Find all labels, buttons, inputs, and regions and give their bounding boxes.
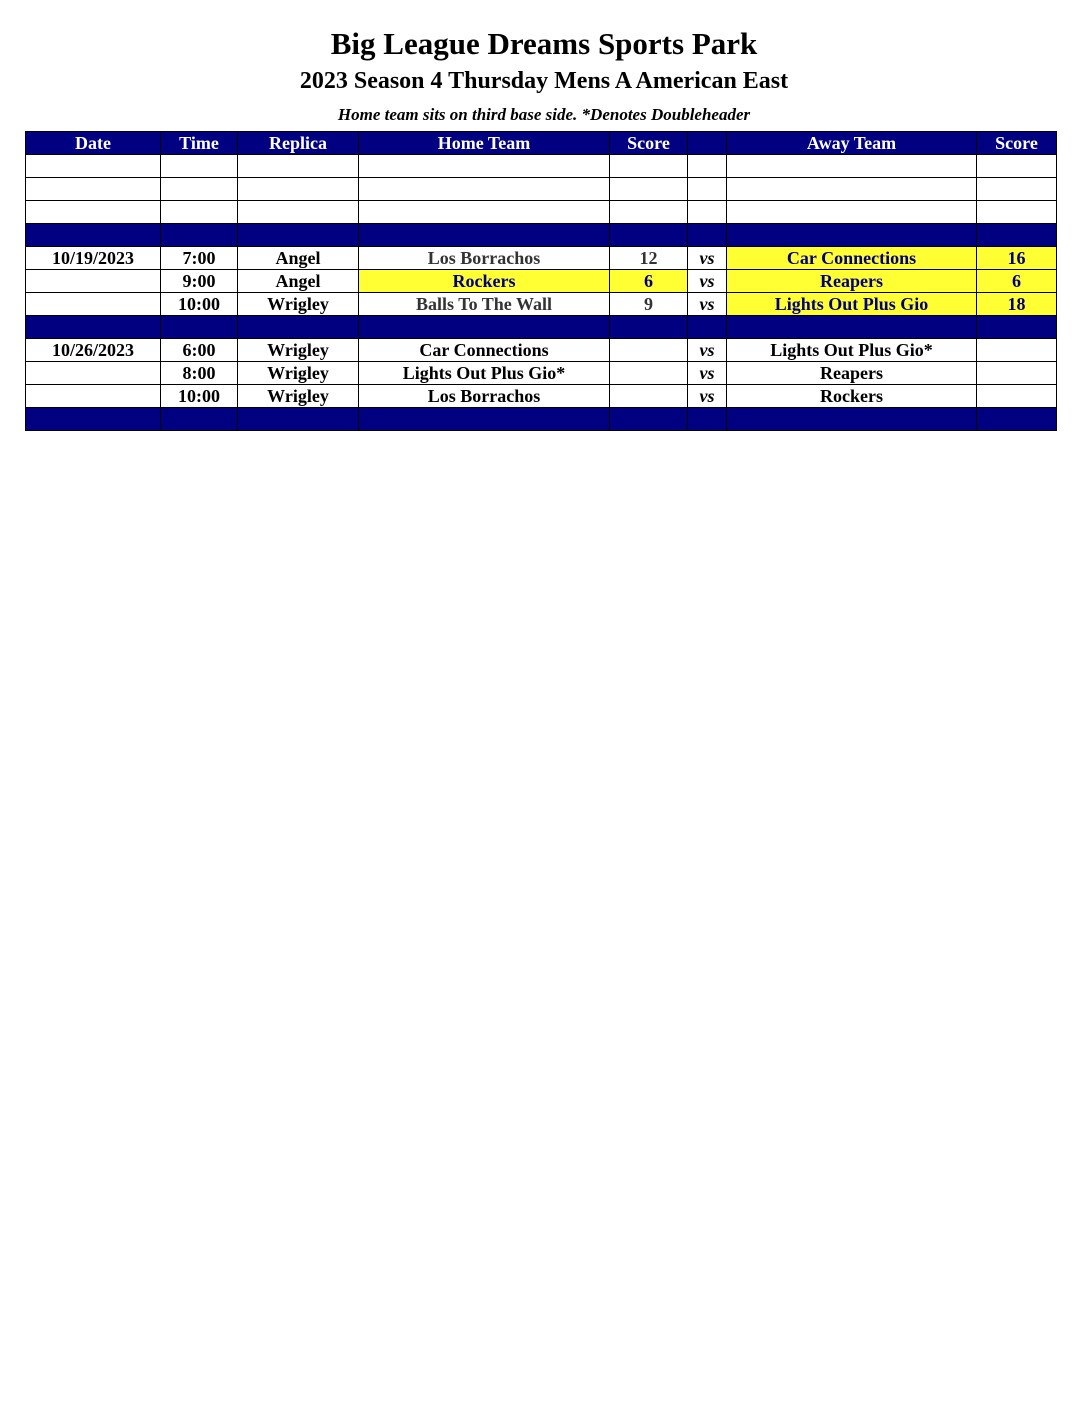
column-header-time: Time bbox=[161, 132, 238, 155]
game-date bbox=[26, 385, 161, 408]
column-header-replica: Replica bbox=[238, 132, 359, 155]
home-score: 6 bbox=[610, 270, 688, 293]
page-title: Big League Dreams Sports Park bbox=[330, 26, 758, 61]
game-time: 7:00 bbox=[161, 247, 238, 270]
vs-label: vs bbox=[688, 293, 727, 316]
column-header-vs bbox=[688, 132, 727, 155]
game-date bbox=[26, 362, 161, 385]
game-date: 10/19/2023 bbox=[26, 247, 161, 270]
away-team: Car Connections bbox=[727, 247, 977, 270]
home-team: Car Connections bbox=[359, 339, 610, 362]
away-score: 16 bbox=[977, 247, 1057, 270]
page-subtitle: 2023 Season 4 Thursday Mens A American East bbox=[299, 68, 789, 94]
blank-row bbox=[26, 201, 1057, 224]
game-time: 8:00 bbox=[161, 362, 238, 385]
blank-row bbox=[26, 155, 1057, 178]
column-header-home-team: Home Team bbox=[359, 132, 610, 155]
home-score bbox=[610, 362, 688, 385]
blank-row bbox=[26, 178, 1057, 201]
game-replica: Wrigley bbox=[238, 339, 359, 362]
home-team: Rockers bbox=[359, 270, 610, 293]
game-replica: Wrigley bbox=[238, 385, 359, 408]
separator-row bbox=[26, 408, 1057, 431]
game-row bbox=[26, 362, 1057, 385]
home-score bbox=[610, 385, 688, 408]
away-score bbox=[977, 339, 1057, 362]
vs-label: vs bbox=[688, 270, 727, 293]
away-team: Reapers bbox=[727, 270, 977, 293]
game-row bbox=[26, 247, 1057, 270]
separator-row bbox=[26, 224, 1057, 247]
away-score: 18 bbox=[977, 293, 1057, 316]
vs-label: vs bbox=[688, 247, 727, 270]
away-score bbox=[977, 362, 1057, 385]
home-team: Lights Out Plus Gio* bbox=[359, 362, 610, 385]
home-score: 9 bbox=[610, 293, 688, 316]
home-score: 12 bbox=[610, 247, 688, 270]
game-time: 9:00 bbox=[161, 270, 238, 293]
schedule-table bbox=[25, 131, 1057, 431]
game-replica: Angel bbox=[238, 247, 359, 270]
vs-label: vs bbox=[688, 339, 727, 362]
game-replica: Angel bbox=[238, 270, 359, 293]
column-header-away-score: Score bbox=[977, 132, 1057, 155]
vs-label: vs bbox=[688, 385, 727, 408]
game-time: 10:00 bbox=[161, 293, 238, 316]
game-replica: Wrigley bbox=[238, 293, 359, 316]
game-row bbox=[26, 385, 1057, 408]
home-team: Los Borrachos bbox=[359, 247, 610, 270]
game-row bbox=[26, 339, 1057, 362]
vs-label: vs bbox=[688, 362, 727, 385]
game-date bbox=[26, 270, 161, 293]
away-team: Lights Out Plus Gio* bbox=[727, 339, 977, 362]
game-time: 6:00 bbox=[161, 339, 238, 362]
home-score bbox=[610, 339, 688, 362]
column-header-date: Date bbox=[26, 132, 161, 155]
away-team: Reapers bbox=[727, 362, 977, 385]
away-score: 6 bbox=[977, 270, 1057, 293]
home-team: Los Borrachos bbox=[359, 385, 610, 408]
column-header-home-score: Score bbox=[610, 132, 688, 155]
game-time: 10:00 bbox=[161, 385, 238, 408]
game-replica: Wrigley bbox=[238, 362, 359, 385]
away-score bbox=[977, 385, 1057, 408]
home-team: Balls To The Wall bbox=[359, 293, 610, 316]
game-row bbox=[26, 293, 1057, 316]
game-row bbox=[26, 270, 1057, 293]
game-date bbox=[26, 293, 161, 316]
separator-row bbox=[26, 316, 1057, 339]
column-header-away-team: Away Team bbox=[727, 132, 977, 155]
schedule-note: Home team sits on third base side. *Denotes Doubleheader bbox=[337, 105, 751, 124]
away-team: Rockers bbox=[727, 385, 977, 408]
away-team: Lights Out Plus Gio bbox=[727, 293, 977, 316]
game-date: 10/26/2023 bbox=[26, 339, 161, 362]
header-row bbox=[26, 132, 1057, 155]
